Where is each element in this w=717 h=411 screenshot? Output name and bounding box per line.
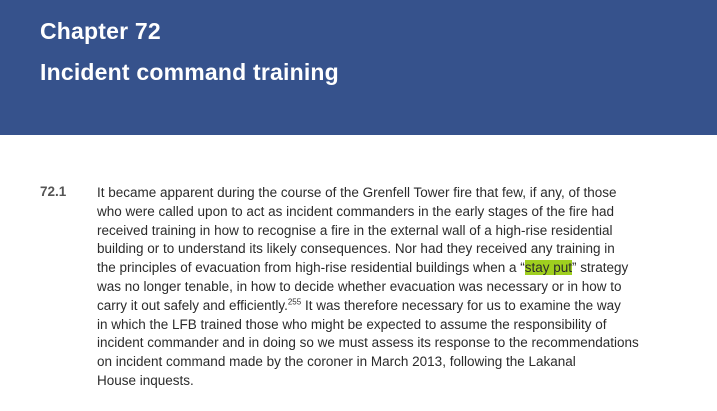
paragraph-line: was no longer tenable, in how to decide whether evacuation was necessary or in how to (97, 278, 622, 294)
chapter-banner (0, 0, 717, 135)
paragraph-line: in which the LFB trained those who might be expected to assume the responsibility of (97, 316, 607, 332)
paragraph-line: House inquests. (97, 372, 194, 388)
footnote-reference[interactable]: 255 (287, 297, 302, 307)
search-highlight: stay put (524, 260, 573, 276)
chapter-title: Incident command training (40, 59, 339, 85)
line-text: carry it out safely and efficiently. (97, 297, 288, 313)
paragraph-line: who were called upon to act as incident commanders in the early stages of the fire had (97, 203, 615, 219)
line-text: ” strategy (572, 260, 629, 276)
paragraph-line: on incident command made by the coroner in March 2013, following the Lakanal (97, 354, 576, 370)
paragraph-line: received training in how to recognise a fire in the external wall of a high-rise residential (97, 222, 613, 238)
paragraph-line (97, 259, 697, 278)
paragraph-line: incident commander and in doing so we must assess its response to the recommendations (97, 335, 639, 351)
line-text: the principles of evacuation from high-rise residential buildings when a “ (97, 260, 525, 276)
line-text: It was therefore necessary for us to examine the way (301, 297, 621, 313)
chapter-number: Chapter 72 (40, 18, 161, 44)
paragraph-line: It became apparent during the course of the Grenfell Tower fire that few, if any, of those (97, 185, 617, 200)
paragraph-line (97, 297, 697, 316)
paragraph-body (97, 184, 697, 391)
paragraph-line: building or to understand its likely consequences. Nor had they received any training in (97, 241, 615, 257)
paragraph-number: 72.1 (40, 184, 67, 199)
